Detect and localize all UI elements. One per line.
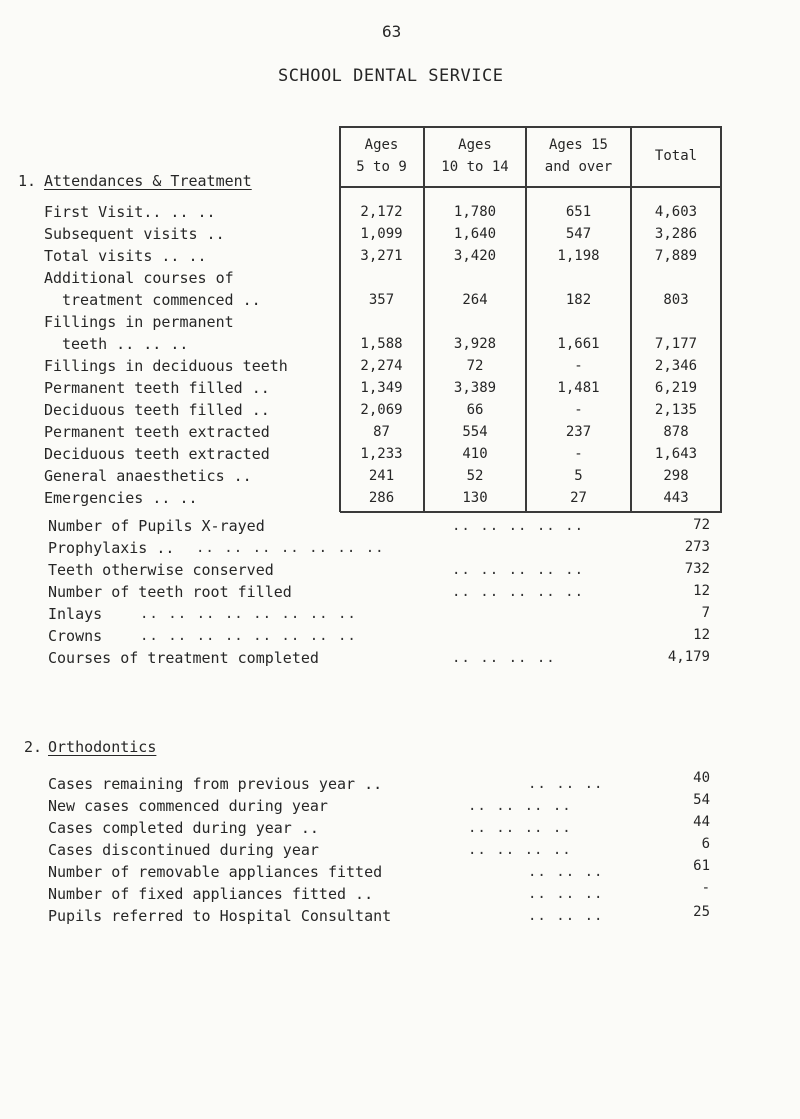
column-divider xyxy=(720,126,722,512)
section-title: Orthodontics xyxy=(48,738,157,756)
page-title: SCHOOL DENTAL SERVICE xyxy=(278,66,504,86)
column-header: Total xyxy=(654,148,698,164)
column-header: Ages 10 to 14 xyxy=(441,137,509,175)
section-number: 2. xyxy=(24,738,43,756)
page-number: 63 xyxy=(382,22,402,41)
table-header-rule xyxy=(340,186,722,188)
section-title: Attendances & Treatment xyxy=(44,172,252,190)
column-header: Ages 5 to 9 xyxy=(356,137,407,175)
column-header: Ages 15 and over xyxy=(544,137,613,175)
table-top-rule xyxy=(340,126,722,128)
section-number: 1. xyxy=(18,172,37,190)
table-bottom-rule xyxy=(340,511,722,513)
